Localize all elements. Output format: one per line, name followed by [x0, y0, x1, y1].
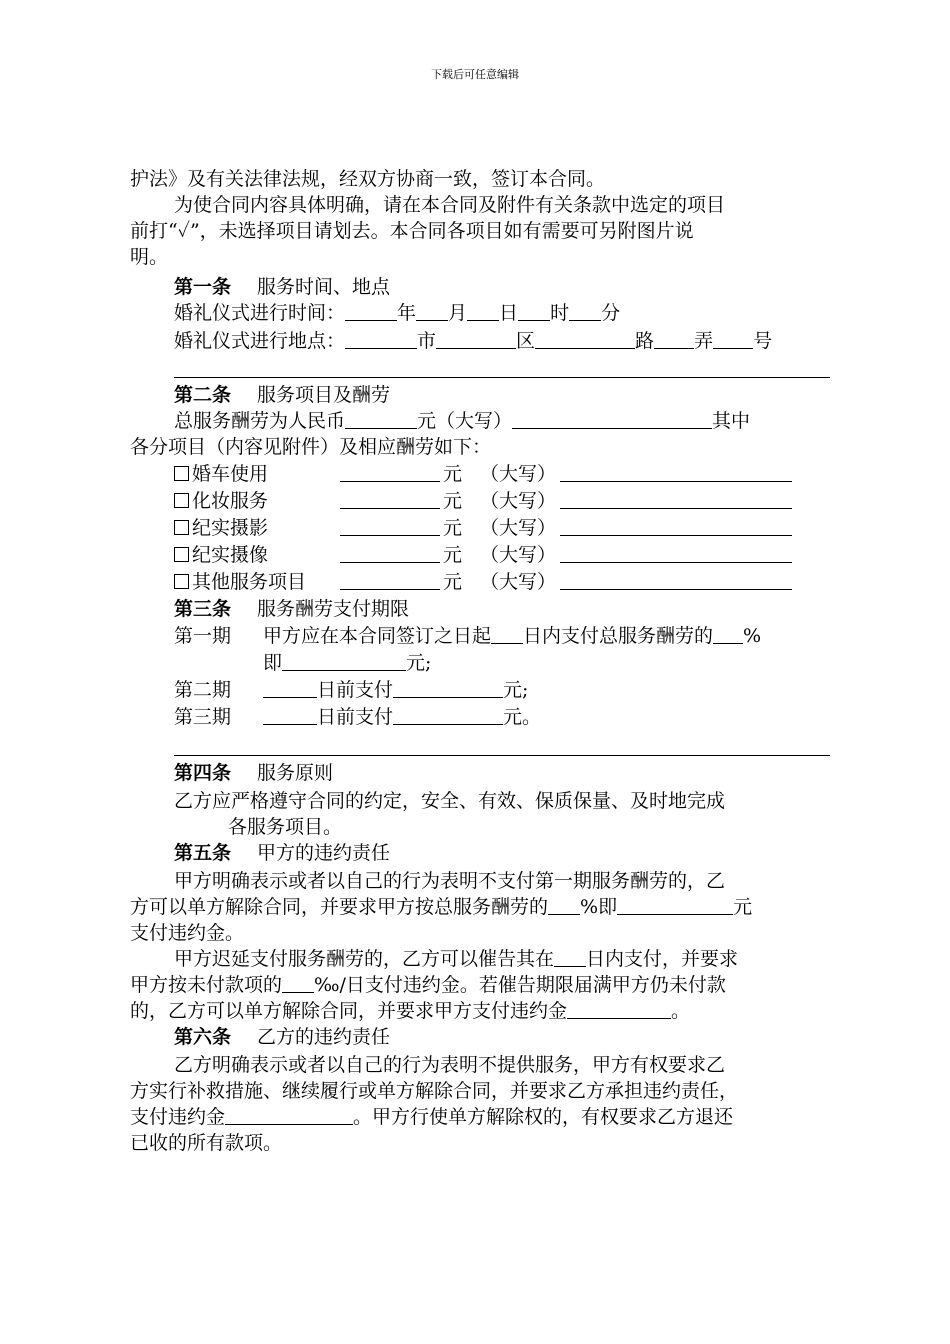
article-5-line-4	[174, 946, 738, 972]
day-unit: 日	[499, 302, 519, 324]
item-daxie-blank[interactable]	[560, 544, 792, 563]
hour-blank[interactable]	[518, 302, 550, 321]
article-5-title	[174, 840, 390, 866]
text: %即	[580, 896, 618, 918]
payment-period-1-label: 第一期	[174, 625, 232, 647]
intro-line-2: 为使合同内容具体明确，请在本合同及附件有关条款中选定的项目	[174, 194, 726, 216]
city-blank[interactable]	[345, 330, 417, 349]
service-item-row	[174, 461, 268, 487]
item-daxie-blank[interactable]	[560, 571, 792, 590]
minute-unit: 分	[601, 302, 621, 324]
article-number: 第二条	[174, 384, 232, 406]
service-item-row	[174, 515, 268, 541]
daxie-label: （大写）	[480, 490, 557, 512]
daxie-label: （大写）	[480, 463, 557, 485]
pay-before-label: 日前支付	[317, 706, 394, 728]
article-4-line-2: 各服务项目。	[228, 816, 343, 838]
lane-unit: 弄	[694, 330, 714, 352]
intro-line-3: 前打“✓”，未选择项目请划去。本合同各项目如有需要可另附图片说	[130, 220, 694, 242]
yuan-unit: 元	[443, 463, 463, 485]
period-1-text: 甲方应在本合同签订之日起	[263, 625, 492, 647]
payment-period-2-label: 第二期	[174, 679, 232, 701]
ceremony-place-row	[174, 328, 772, 354]
intro-line-4: 明。	[130, 246, 169, 268]
article-heading: 甲方的违约责任	[257, 842, 391, 864]
total-fee-blank[interactable]	[345, 410, 417, 429]
page-header: 下载后可任意编辑	[431, 68, 519, 81]
item-daxie-blank[interactable]	[560, 463, 792, 482]
period-1-text-b: 日内支付总服务酬劳的	[523, 625, 714, 647]
number-unit: 号	[753, 330, 773, 352]
payment-period-3-row	[263, 704, 541, 730]
total-fee-daxie-blank[interactable]	[512, 410, 712, 429]
item-fee-row	[340, 515, 792, 541]
checkbox[interactable]	[174, 493, 189, 508]
article-5-line-3: 支付违约金。	[130, 922, 245, 944]
period-1-days-blank[interactable]	[491, 625, 523, 644]
service-item-label: 纪实摄像	[192, 544, 269, 566]
article-1-title	[174, 274, 390, 300]
article-5-line-1: 甲方明确表示或者以自己的行为表明不支付第一期服务酬劳的，乙	[174, 870, 726, 892]
text: 元	[733, 896, 753, 918]
text: 。	[671, 1000, 691, 1022]
period-3-amount-blank[interactable]	[393, 706, 503, 725]
period-3-date-blank[interactable]	[263, 706, 317, 725]
divider-line	[174, 755, 830, 756]
service-item-label: 婚车使用	[192, 463, 269, 485]
payment-period-1-row	[263, 623, 761, 649]
article-heading: 服务原则	[257, 762, 334, 784]
time-label: 婚礼仪式进行时间：	[174, 302, 346, 324]
text: 方可以单方解除合同，并要求甲方按总服务酬劳的	[130, 896, 549, 918]
service-item-row	[174, 569, 306, 595]
service-item-label: 纪实摄影	[192, 517, 269, 539]
payment-period-3-label: 第三期	[174, 706, 232, 728]
period-2-yuan: 元;	[503, 679, 529, 701]
article-5-line-5	[130, 972, 726, 998]
road-unit: 路	[635, 330, 655, 352]
item-daxie-blank[interactable]	[560, 490, 792, 509]
period-2-date-blank[interactable]	[263, 679, 317, 698]
article-heading: 服务时间、地点	[257, 276, 391, 298]
month-unit: 月	[448, 302, 468, 324]
text: 的，乙方可以单方解除合同，并要求甲方支付违约金	[130, 1000, 568, 1022]
payment-period-2-row	[263, 677, 528, 703]
city-unit: 市	[417, 330, 437, 352]
item-fee-row	[340, 569, 792, 595]
article-number: 第五条	[174, 842, 232, 864]
party-b-penalty-blank[interactable]	[225, 1106, 353, 1125]
intro-line-1: 护法》及有关法律法规，经双方协商一致，签订本合同。	[130, 168, 606, 190]
total-fee-row	[174, 408, 750, 434]
reminder-days-blank[interactable]	[554, 948, 586, 967]
place-label: 婚礼仪式进行地点：	[174, 330, 346, 352]
item-fee-blank[interactable]	[340, 490, 440, 509]
item-fee-blank[interactable]	[340, 571, 440, 590]
item-fee-blank[interactable]	[340, 544, 440, 563]
day-blank[interactable]	[467, 302, 499, 321]
total-fee-label: 总服务酬劳为人民币	[174, 410, 346, 432]
item-fee-row	[340, 461, 792, 487]
lane-blank[interactable]	[654, 330, 694, 349]
yuan-unit: 元	[443, 571, 463, 593]
article-6-line-4: 已收的所有款项。	[130, 1132, 283, 1154]
total-fee-daxie-label: 元（大写）	[417, 410, 513, 432]
service-item-row	[174, 488, 268, 514]
item-fee-row	[340, 488, 792, 514]
road-blank[interactable]	[535, 330, 635, 349]
payment-period-1-amount	[263, 650, 431, 676]
total-fee-tail: 其中	[712, 410, 751, 432]
service-item-row	[174, 542, 268, 568]
service-item-label: 化妆服务	[192, 490, 269, 512]
article-number: 第三条	[174, 598, 232, 620]
article-heading: 乙方的违约责任	[257, 1026, 391, 1048]
article-6-line-3	[130, 1104, 733, 1130]
article-number: 第六条	[174, 1026, 232, 1048]
text: 甲方按未付款项的	[130, 974, 283, 996]
daxie-label: （大写）	[480, 544, 557, 566]
month-blank[interactable]	[416, 302, 448, 321]
article-5-line-6	[130, 998, 690, 1024]
item-daxie-blank[interactable]	[560, 517, 792, 536]
checkbox[interactable]	[174, 574, 189, 589]
article-heading: 服务酬劳支付期限	[257, 598, 410, 620]
article-2-title	[174, 382, 390, 408]
item-fee-blank[interactable]	[340, 463, 440, 482]
article-5-line-2	[130, 894, 752, 920]
district-unit: 区	[516, 330, 536, 352]
article-4-title	[174, 760, 333, 786]
minute-blank[interactable]	[569, 302, 601, 321]
checkbox[interactable]	[174, 520, 189, 535]
ceremony-time-row	[174, 300, 620, 326]
article-number: 第四条	[174, 762, 232, 784]
article-heading: 服务项目及酬劳	[257, 384, 391, 406]
penalty-percent-blank[interactable]	[548, 896, 580, 915]
year-blank[interactable]	[345, 302, 397, 321]
period-1-yuan: 元;	[406, 652, 432, 674]
yuan-unit: 元	[443, 544, 463, 566]
checkbox[interactable]	[174, 547, 189, 562]
service-item-label: 其他服务项目	[192, 571, 307, 593]
period-1-amount-blank[interactable]	[282, 652, 406, 671]
item-fee-blank[interactable]	[340, 517, 440, 536]
daxie-label: （大写）	[480, 571, 557, 593]
article-number: 第一条	[174, 276, 232, 298]
percent-sign: %	[743, 625, 762, 647]
period-1-ji: 即	[263, 652, 283, 674]
yuan-unit: 元	[443, 517, 463, 539]
article-3-title	[174, 596, 409, 622]
text: 甲方迟延支付服务酬劳的，乙方可以催告其在	[174, 948, 555, 970]
text: 支付违约金	[130, 1106, 226, 1128]
divider-line	[174, 377, 830, 378]
article-4-line-1: 乙方应严格遵守合同的约定，安全、有效、保质保量、及时地完成	[174, 790, 726, 812]
article-6-line-2: 方实行补救措施、继续履行或单方解除合同，并要求乙方承担违约责任，	[130, 1080, 739, 1102]
text: ‰/日支付违约金。若催告期限届满甲方仍未付款	[314, 974, 726, 996]
sub-items-intro: 各分项目（内容见附件）及相应酬劳如下：	[130, 436, 492, 458]
article-6-line-1: 乙方明确表示或者以自己的行为表明不提供服务，甲方有权要求乙	[174, 1054, 726, 1076]
text: 。甲方行使单方解除权的，有权要求乙方退还	[353, 1106, 734, 1128]
year-unit: 年	[397, 302, 417, 324]
penalty-amount-blank[interactable]	[617, 896, 733, 915]
pay-before-label: 日前支付	[317, 679, 394, 701]
checkbox[interactable]	[174, 466, 189, 481]
text: 日内支付，并要求	[586, 948, 739, 970]
yuan-unit: 元	[443, 490, 463, 512]
daxie-label: （大写）	[480, 517, 557, 539]
default-amount-blank[interactable]	[567, 1000, 671, 1019]
hour-unit: 时	[550, 302, 570, 324]
article-6-title	[174, 1024, 390, 1050]
item-fee-row	[340, 542, 792, 568]
district-blank[interactable]	[436, 330, 516, 349]
daily-rate-blank[interactable]	[282, 974, 314, 993]
period-2-amount-blank[interactable]	[393, 679, 503, 698]
number-blank[interactable]	[713, 330, 753, 349]
period-3-yuan: 元。	[503, 706, 542, 728]
period-1-percent-blank[interactable]	[713, 625, 743, 644]
